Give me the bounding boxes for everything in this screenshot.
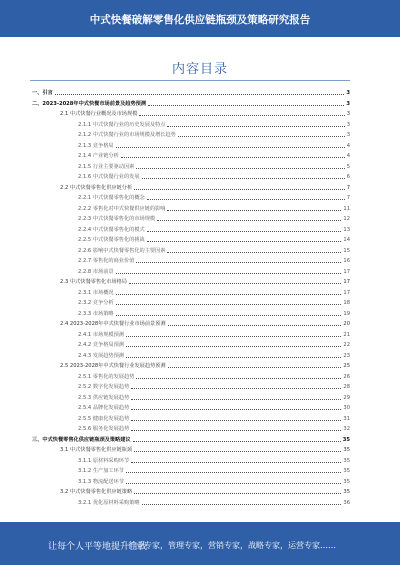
toc-entry-page: 7 [346,184,350,191]
toc-entry[interactable] [78,246,350,255]
toc-entry-title: 2.5.4 品牌化发展趋势 [78,405,130,411]
toc-leader-dots [116,304,342,305]
toc-entry[interactable] [78,162,350,171]
toc-leader-dots [167,252,341,253]
toc-entry-page: 5 [346,163,350,170]
footer-bar [0,522,400,565]
toc-entry-title: 2.1.2 中式快餐行业的市场规模及增长趋势 [78,132,176,138]
toc-leader-dots [136,262,341,263]
toc-entry-title: 2.4.1 市场规模预测 [78,331,124,338]
toc-entry-title: 3.1.3 物流配送环节 [78,478,124,485]
toc-leader-dots [131,399,341,400]
toc-entry-page: 26 [343,373,350,380]
toc-entry-title: 2.2.3 中式快餐零售化的市场规模 [78,216,156,222]
toc-entry-page: 17 [343,289,350,296]
toc-entry[interactable] [78,204,350,213]
toc-entry-title: 二、2023-2028年中式快餐市场前景及趋势预测 [32,100,147,107]
toc-entry[interactable] [32,88,350,97]
toc-entry[interactable] [60,277,350,286]
toc-entry[interactable] [60,183,350,192]
toc-entry-title: 3.1 中式快餐零售化供应链瓶颈 [60,447,133,453]
toc-entry[interactable] [32,435,350,444]
toc-entry-title: 3.1.2 生产加工环节 [78,468,124,474]
toc-entry-page: 35 [343,478,350,485]
toc-entry-title: 2.2.8 市场前景 [78,268,114,275]
toc-entry[interactable] [78,466,350,475]
toc-leader-dots [126,483,341,484]
toc-leader-dots [148,105,344,106]
toc-entry-title: 2.2.5 中式快餐零售化的挑战 [78,237,145,243]
toc-entry-page: 17 [343,279,350,285]
toc-title: 内容目录 [171,62,228,77]
toc-leader-dots [147,241,342,242]
toc-leader-dots [126,357,341,358]
toc-leader-dots [168,325,342,326]
toc-entry-page: 3 [346,111,350,117]
toc-entry[interactable] [78,120,350,129]
toc-leader-dots [129,283,341,284]
toc-entry-title: 3.2 中式快餐零售化供应链策略 [60,489,133,495]
toc-entry-page: 35 [343,489,350,495]
toc-leader-dots [126,472,341,473]
toc-leader-dots [157,220,341,221]
toc-entry[interactable] [60,361,350,370]
toc-entry[interactable] [78,309,350,318]
toc-entry-page: 35 [343,447,350,453]
toc-entry-page: 19 [343,310,350,317]
toc-entry-title: 2.4.3 发展趋势预测 [78,352,124,359]
toc-leader-dots [131,430,341,431]
toc-entry[interactable] [78,267,350,276]
toc-entry-page: 3 [346,121,350,128]
toc-divider [30,80,350,81]
toc-leader-dots [116,294,342,295]
toc-entry-title: 2.1.4 产业链分析 [78,153,119,159]
toc-entry-page: 14 [343,237,350,243]
toc-entry-page: 17 [343,268,350,275]
toc-entry-page: 4 [346,153,350,159]
toc-entry[interactable] [78,256,350,265]
toc-entry-title: 2.5.6 服务化发展趋势 [78,426,130,432]
toc-entry-title: 2.2.7 零售化的商业价值 [78,258,135,264]
toc-entry-title: 2.4.2 竞争格局预测 [78,342,124,348]
toc-entry-page: 4 [346,142,350,149]
toc-entry-title: 2.2.1 中式快餐零售化的概念 [78,195,145,201]
toc-entry-page: 29 [343,394,350,401]
toc-entry-page: 7 [346,195,350,201]
toc-entry[interactable] [32,99,350,108]
toc-leader-dots [116,315,342,316]
toc-entry-page: 20 [343,321,350,327]
toc-entry-title: 2.2.2 零售化对中式快餐供应链的影响 [78,205,166,212]
toc-leader-dots [167,126,344,127]
toc-entry-page: 22 [343,342,350,348]
toc-entry-page: 36 [343,499,350,506]
toc-entry-title: 2.2 中式快餐零售化供应链分析 [60,184,133,191]
toc-leader-dots [147,199,345,200]
toc-leader-dots [126,336,341,337]
toc-entry-page: 21 [343,331,350,338]
toc-entry-page: 3 [346,90,350,96]
toc-leader-dots [136,378,341,379]
toc-leader-dots [167,210,341,211]
document-title: 中式快餐破解零售化供应链瓶颈及策略研究报告 [89,14,311,26]
toc-entry-title: 2.1.1 中式快餐行业的历史发展及特点 [78,121,166,128]
toc-entry[interactable] [78,330,350,339]
toc-entry-title: 2.3.3 市场策略 [78,310,114,317]
toc-entry-page: 3 [346,132,350,138]
toc-entry-page: 6 [346,174,350,180]
toc-leader-dots [126,346,341,347]
toc-entry-page: 18 [343,300,350,306]
toc-entry[interactable] [78,298,350,307]
toc-entry[interactable] [78,141,350,150]
toc-entry[interactable] [78,372,350,381]
toc-entry-title: 2.2.4 中式快餐零售化的模式 [78,226,145,233]
toc-entry-page: 35 [343,468,350,474]
toc-entry-title: 2.1 中式快餐行业概况及市场规模 [60,111,138,117]
toc-leader-dots [147,231,342,232]
toc-leader-dots [116,273,342,274]
header-bar [0,0,400,37]
toc-leader-dots [55,94,345,95]
toc-entry[interactable] [78,393,350,402]
toc-entry[interactable] [78,382,350,391]
toc-entry-page: 25 [343,363,350,369]
toc-leader-dots [136,168,344,169]
toc-leader-dots [131,462,341,463]
toc-leader-dots [131,409,341,410]
toc-entry-page: 35 [342,436,350,443]
toc-entry[interactable] [78,288,350,297]
toc-entry-title: 2.1.5 行业主要驱动因素 [78,163,135,170]
toc-entry[interactable] [78,225,350,234]
toc-entry[interactable] [78,424,350,433]
toc-leader-dots [131,388,341,389]
toc-entry-title: 2.5.2 数字化发展趋势 [78,384,130,390]
toc-entry[interactable] [78,477,350,486]
toc-entry[interactable] [78,172,350,181]
footer-tagline: 行业专家，管理专家，营销专家，战略专家，运营专家…… [128,541,336,550]
toc-leader-dots [134,189,345,190]
toc-leader-dots [142,504,342,505]
toc-entry-title: 2.5.3 供应链发展趋势 [78,394,130,401]
toc-entry-page: 13 [343,226,350,233]
toc-entry-page: 31 [343,415,350,422]
toc-entry[interactable] [78,130,350,139]
toc-entry[interactable] [78,214,350,223]
toc-entry[interactable] [60,445,350,454]
toc-entry-title: 2.5.5 健康化发展趋势 [78,415,130,422]
toc-entry[interactable] [60,319,350,328]
toc-entry[interactable] [78,151,350,160]
toc-leader-dots [142,178,345,179]
toc-entry-title: 3.2.1 优化原材料采购策略 [78,499,140,506]
toc-entry-title: 2.3.2 竞争分析 [78,300,114,306]
toc-entry-title: 2.5 2023-2028年中式快餐行业发展趋势预测 [60,363,166,369]
toc-entry-page: 16 [343,258,350,264]
toc-leader-dots [139,115,344,116]
toc-entry-title: 一、引言 [32,90,53,96]
toc-entry[interactable] [78,193,350,202]
toc-entry-page: 23 [343,352,350,359]
toc-entry-title: 2.5.1 零售化的发展趋势 [78,373,135,380]
toc-leader-dots [131,420,341,421]
toc-leader-dots [134,493,341,494]
footer-slogan: 让每个人平等地提升自我 [48,542,148,552]
toc-entry-title: 2.2.6 影响中式快餐零售化的主要因素 [78,247,166,254]
toc-entry-page: 12 [343,216,350,222]
toc-entry[interactable] [78,351,350,360]
toc-entry-title: 2.3 中式快餐零售化市场格局 [60,279,127,285]
toc-entry-title: 三、中式快餐零售化供应链瓶颈及策略建议 [32,436,131,443]
toc-entry-page: 15 [343,247,350,254]
toc-entry-page: 30 [343,405,350,411]
toc-leader-dots [134,451,341,452]
toc-entry-title: 3.1.1 原材料采购环节 [78,457,130,464]
toc-entry-page: 32 [343,426,350,432]
toc-entry-title: 2.1.6 中式快餐行业的发展 [78,174,140,180]
toc-entry-page: 28 [343,384,350,390]
toc-entry-title: 2.4 2023-2028年中式快餐行业市场前景预测 [60,321,166,327]
toc-leader-dots [168,367,342,368]
toc-entry-page: 35 [343,457,350,464]
toc-leader-dots [133,441,341,442]
toc-entry[interactable] [60,109,350,118]
toc-entry[interactable] [78,456,350,465]
toc-entry-title: 2.3.1 市场概况 [78,289,114,296]
toc-entry-title: 2.1.3 竞争格局 [78,142,114,149]
toc-entry[interactable] [78,235,350,244]
toc-entry[interactable] [78,403,350,412]
toc-leader-dots [116,147,345,148]
toc-entry[interactable] [78,498,350,507]
toc-entry-page: 11 [343,205,350,212]
toc-entry[interactable] [60,487,350,496]
toc-entry[interactable] [78,340,350,349]
toc-leader-dots [178,136,345,137]
toc-entry[interactable] [78,414,350,423]
toc-entry-page: 3 [346,100,350,107]
toc-leader-dots [121,157,345,158]
